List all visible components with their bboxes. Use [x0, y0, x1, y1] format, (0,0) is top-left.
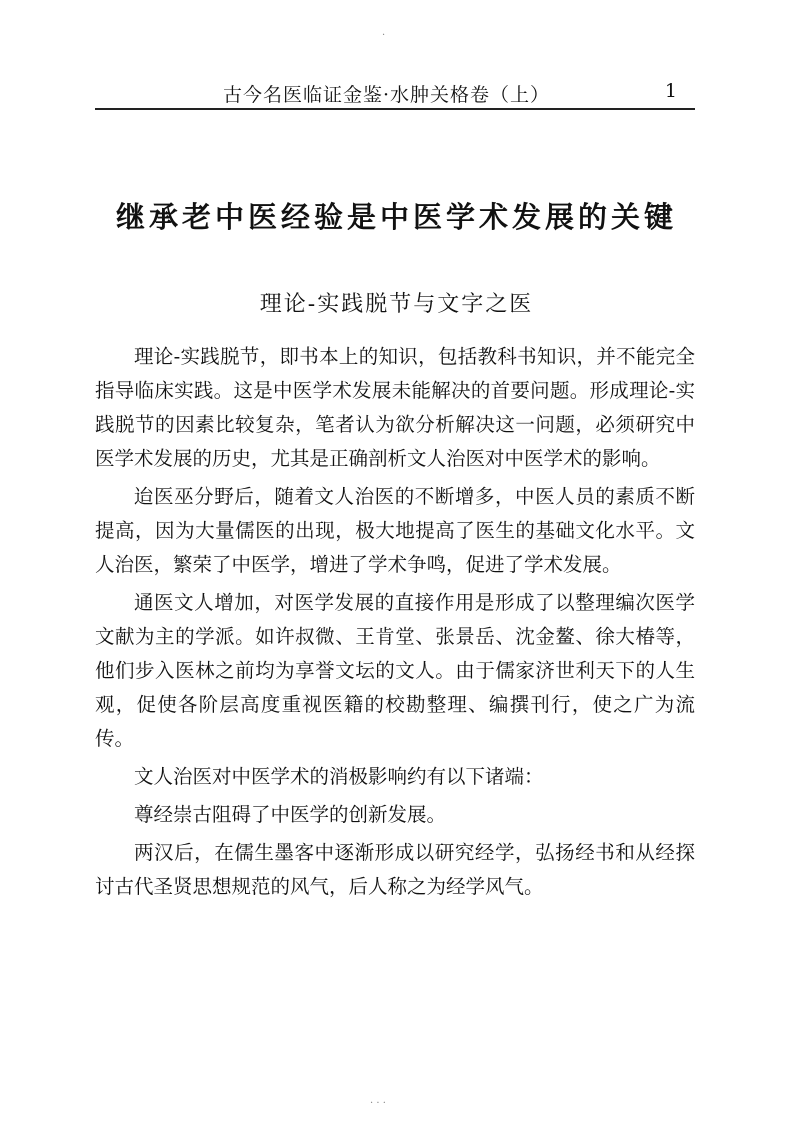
paragraph-1: 理论-实践脱节，即书本上的知识，包括教科书知识，并不能完全指导临床实践。这是中医学术发展未能解决的首要问题。形成理论-实践脱节的因素比较复杂，笔者认为欲分析解决这一问题，必须研究中医学术发展的历史，尤其是正确剖析文人治医对中医学术的影响。 — [95, 345, 695, 470]
scan-mark-bottom: · · · — [370, 1098, 386, 1109]
header-title: 古今名医临证金鉴·水肿关格卷（上） — [223, 84, 551, 106]
page-number: 1 — [664, 80, 677, 102]
paragraph-2: 迨医巫分野后，随着文人治医的不断增多，中医人员的素质不断提高，因为大量儒医的出现，极大地提高了医生的基础文化水平。文人治医，繁荣了中医学，增进了学术争鸣，促进了学术发展。 — [95, 485, 695, 576]
chapter-title: 继承老中医经验是中医学术发展的关键 — [115, 200, 677, 234]
paragraph-3: 通医文人增加，对医学发展的直接作用是形成了以整理编次医学文献为主的学派。如许叔微、王肯堂、张景岳、沈金鳌、徐大椿等，他们步入医林之前均为享誉文坛的文人。由于儒家济世利天下的人生观，促使各阶层高度重视医籍的校勘整理、编撰刊行，使之广为流传。 — [95, 591, 695, 750]
paragraph-5: 尊经崇古阻碍了中医学的创新发展。 — [134, 803, 447, 826]
paragraph-6: 两汉后，在儒生墨客中逐渐形成以研究经学，弘扬经书和从经探讨古代圣贤思想规范的风气，后人称之为经学风气。 — [95, 841, 695, 898]
section-heading: 理论-实践脱节与文字之医 — [259, 292, 534, 317]
running-header — [95, 74, 695, 110]
body-text — [95, 340, 695, 908]
paragraph-4: 文人治医对中医学术的消极影响约有以下诸端： — [134, 765, 544, 788]
scan-mark-top: · — [382, 30, 386, 41]
